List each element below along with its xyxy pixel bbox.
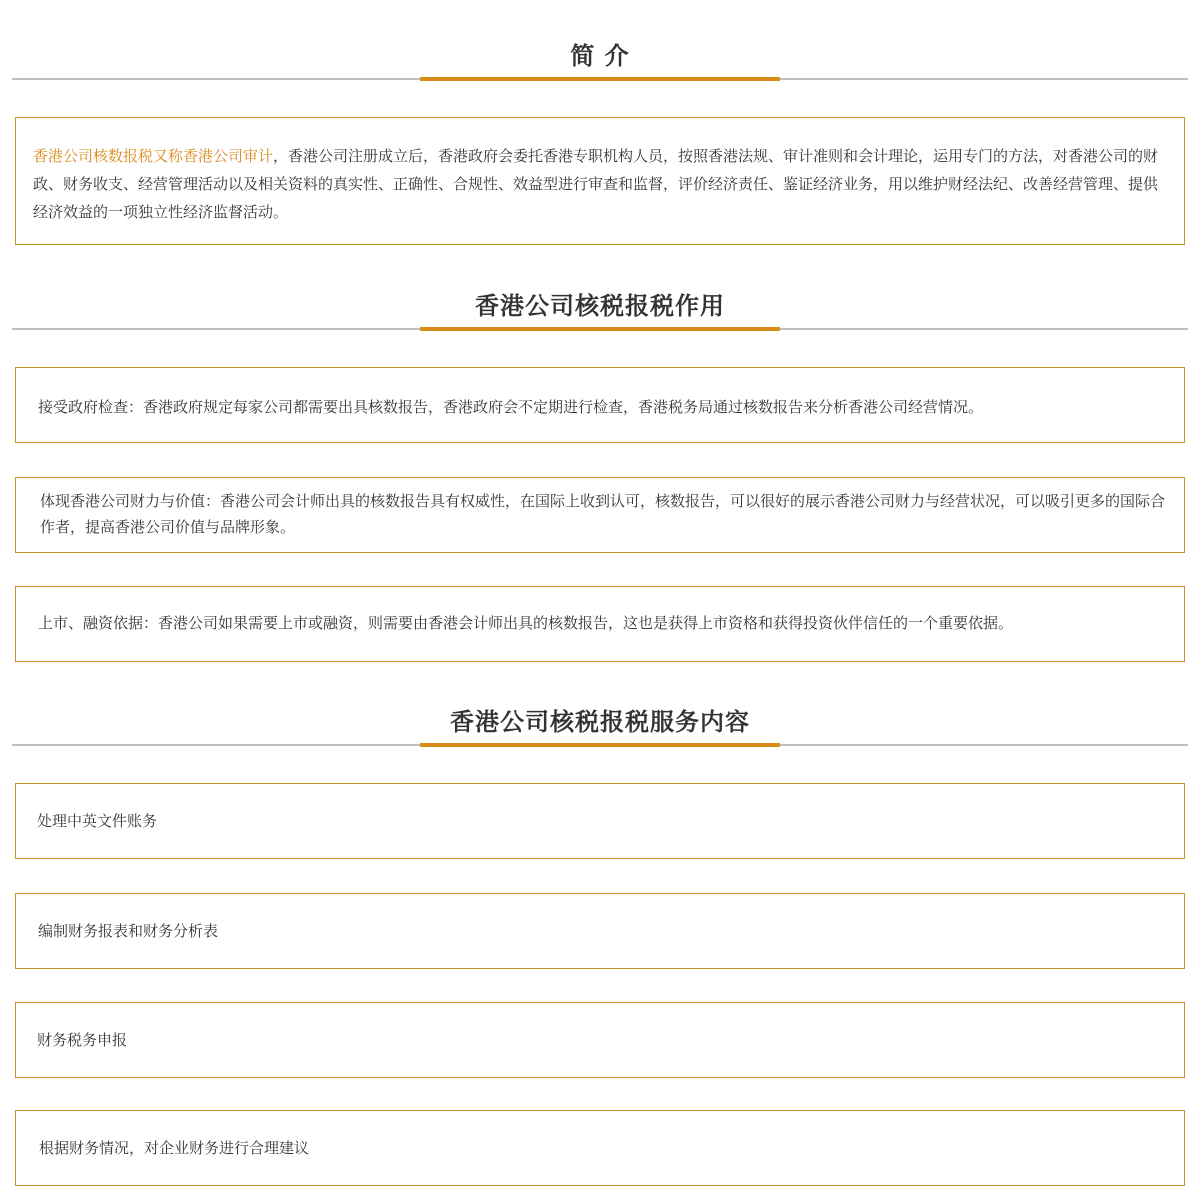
function-item [15, 477, 1185, 553]
service-item [15, 1002, 1185, 1078]
divider-accent [420, 743, 780, 747]
service-item [15, 893, 1185, 969]
service-item [15, 1110, 1185, 1186]
section-title-functions: 香港公司核税报税作用 [475, 292, 725, 320]
intro-highlight: 香港公司核数报税又称香港公司审计 [33, 147, 274, 165]
divider-accent [420, 327, 780, 331]
service-item-text: 根据财务情况，对企业财务进行合理建议 [39, 1139, 310, 1157]
service-item-text: 财务税务申报 [37, 1031, 128, 1049]
section-title-intro: 简 介 [570, 42, 630, 70]
section-title-services: 香港公司核税报税服务内容 [450, 708, 750, 736]
divider-accent [420, 77, 780, 81]
function-item-text: 体现香港公司财力与价值：香港公司会计师出具的核数报告具有权威性，在国际上收到认可，核数报告，可以很好的展示香港公司财力与经营状况，可以吸引更多的国际合作者，提高香港公司价值与品牌形象。 [40, 492, 1166, 536]
service-item [15, 783, 1185, 859]
function-item-text: 上市、融资依据：香港公司如果需要上市或融资，则需要由香港会计师出具的核数报告，这也是获得上市资格和获得投资伙伴信任的一个重要依据。 [38, 614, 1014, 632]
function-item [15, 367, 1185, 443]
intro-paragraph [33, 142, 1168, 226]
intro-box [15, 117, 1185, 245]
function-item-text: 接受政府检查：香港政府规定每家公司都需要出具核数报告，香港政府会不定期进行检查，香港税务局通过核数报告来分析香港公司经营情况。 [38, 398, 984, 416]
service-item-text: 编制财务报表和财务分析表 [38, 922, 219, 940]
service-item-text: 处理中英文件账务 [37, 812, 158, 830]
function-item [15, 586, 1185, 662]
intro-text: ，香港公司注册成立后，香港政府会委托香港专职机构人员，按照香港法规、审计准则和会计理论，运用专门的方法，对香港公司的财政、财务收支、经营管理活动以及相关资料的真实性、正确性、合规性、效益型进行审查和监督，评价经济责任、鉴证经济业务，用以维护财经法纪、改善经营管理、提供经济效益的一项独立性经济监督活动。 [33, 147, 1159, 221]
